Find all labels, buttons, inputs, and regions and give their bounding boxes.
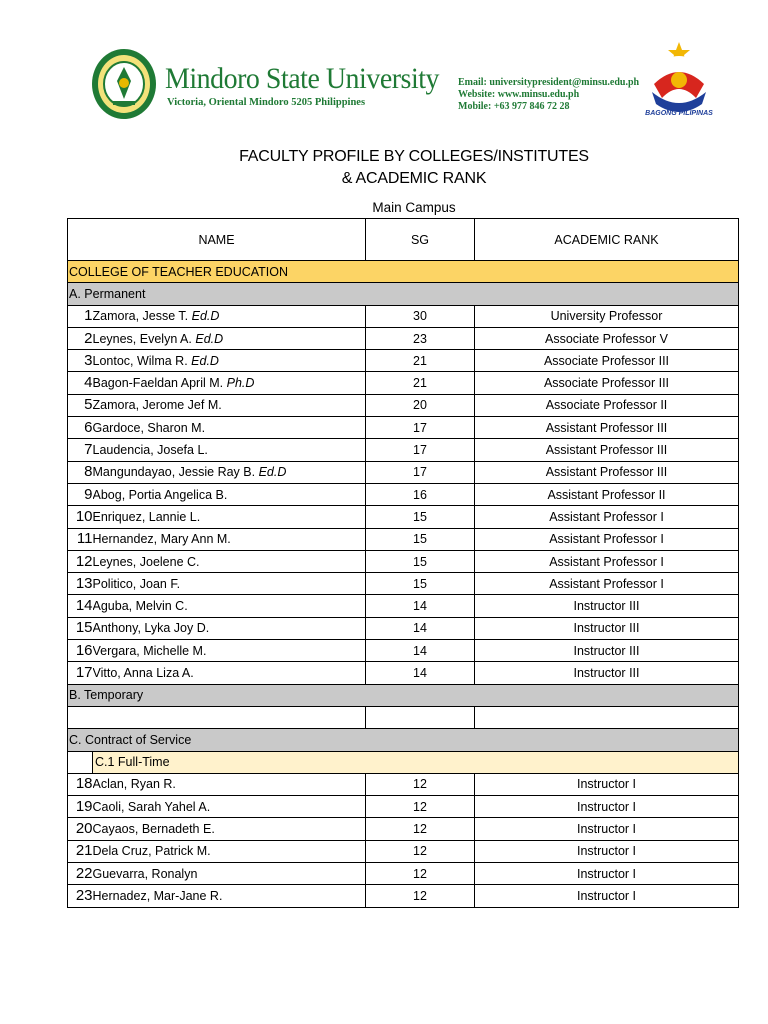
row-number: 21 <box>68 840 93 862</box>
table-row <box>68 394 739 416</box>
faculty-name: Hernandez, Mary Ann M. <box>92 532 231 547</box>
academic-rank: Instructor III <box>475 617 739 639</box>
document-title: FACULTY PROFILE BY COLLEGES/INSTITUTES <box>239 148 589 165</box>
section-row-temporary <box>68 684 739 706</box>
table-row <box>68 885 739 907</box>
table-row <box>68 461 739 483</box>
salary-grade: 15 <box>366 573 475 595</box>
salary-grade: 17 <box>366 461 475 483</box>
table-row <box>68 372 739 394</box>
faculty-name-cell <box>93 483 366 505</box>
faculty-name-cell <box>93 417 366 439</box>
salary-grade: 12 <box>366 796 475 818</box>
faculty-name: Anthony, Lyka Joy D. <box>92 621 210 636</box>
faculty-name: Zamora, Jesse T. <box>92 309 189 324</box>
academic-rank: Instructor I <box>475 885 739 907</box>
college-name: COLLEGE OF TEACHER EDUCATION <box>68 261 739 283</box>
section-label-temporary: B. Temporary <box>68 684 739 706</box>
faculty-degree: Ed.D <box>195 331 224 346</box>
faculty-name: Abog, Portia Angelica B. <box>92 487 228 502</box>
section-row-contract <box>68 729 739 751</box>
faculty-name-cell <box>93 350 366 372</box>
academic-rank: Associate Professor III <box>475 372 739 394</box>
academic-rank: Instructor I <box>475 818 739 840</box>
section-label-permanent: A. Permanent <box>68 283 739 305</box>
salary-grade: 16 <box>366 483 475 505</box>
faculty-name-cell <box>93 773 366 795</box>
faculty-name: Bagon-Faeldan April M. <box>92 376 224 391</box>
salary-grade: 14 <box>366 595 475 617</box>
faculty-name-cell <box>93 617 366 639</box>
academic-rank: Instructor III <box>475 595 739 617</box>
salary-grade: 17 <box>366 417 475 439</box>
row-number: 19 <box>68 796 93 818</box>
salary-grade: 14 <box>366 640 475 662</box>
faculty-name-cell <box>93 506 366 528</box>
row-number: 6 <box>68 417 93 439</box>
faculty-name: Lontoc, Wilma R. <box>92 353 188 368</box>
table-row <box>68 573 739 595</box>
salary-grade: 17 <box>366 439 475 461</box>
academic-rank: Instructor I <box>475 863 739 885</box>
table-row <box>68 863 739 885</box>
faculty-name-cell <box>93 439 366 461</box>
table-row <box>68 617 739 639</box>
faculty-name: Enriquez, Lannie L. <box>92 509 201 524</box>
row-number: 17 <box>68 662 93 684</box>
row-number: 2 <box>68 327 93 349</box>
table-row <box>68 796 739 818</box>
faculty-name: Mangundayao, Jessie Ray B. <box>92 465 256 480</box>
faculty-name: Caoli, Sarah Yahel A. <box>92 799 211 814</box>
salary-grade: 12 <box>366 840 475 862</box>
row-number: 3 <box>68 350 93 372</box>
faculty-name-cell <box>93 640 366 662</box>
row-number: 10 <box>68 506 93 528</box>
document-subtitle: & ACADEMIC RANK <box>341 170 487 187</box>
bagong-pilipinas-label: BAGONG PILIPINAS <box>645 110 713 117</box>
faculty-name-cell <box>93 818 366 840</box>
salary-grade: 30 <box>366 305 475 327</box>
faculty-name: Gardoce, Sharon M. <box>92 420 206 435</box>
academic-rank: Assistant Professor I <box>475 573 739 595</box>
salary-grade: 15 <box>366 550 475 572</box>
academic-rank: Instructor III <box>475 640 739 662</box>
academic-rank: University Professor <box>475 305 739 327</box>
salary-grade: 12 <box>366 773 475 795</box>
column-header-rank: ACADEMIC RANK <box>475 219 739 261</box>
salary-grade: 21 <box>366 372 475 394</box>
faculty-name: Vergara, Michelle M. <box>92 643 207 658</box>
academic-rank: Assistant Professor III <box>475 417 739 439</box>
salary-grade: 14 <box>366 662 475 684</box>
academic-rank: Associate Professor V <box>475 327 739 349</box>
row-number: 20 <box>68 818 93 840</box>
row-number: 18 <box>68 773 93 795</box>
table-header-row <box>68 219 739 261</box>
academic-rank: Assistant Professor II <box>475 483 739 505</box>
table-row <box>68 327 739 349</box>
row-number: 15 <box>68 617 93 639</box>
subsection-row-fulltime <box>68 751 739 773</box>
salary-grade: 12 <box>366 863 475 885</box>
row-number: 14 <box>68 595 93 617</box>
university-name: Mindoro State University <box>165 62 440 95</box>
faculty-name-cell <box>93 573 366 595</box>
salary-grade: 21 <box>366 350 475 372</box>
faculty-name: Hernadez, Mar-Jane R. <box>92 888 223 903</box>
faculty-name: Aguba, Melvin C. <box>92 599 188 614</box>
faculty-name-cell <box>93 305 366 327</box>
row-number: 11 <box>68 528 93 550</box>
academic-rank: Instructor III <box>475 662 739 684</box>
faculty-name-cell <box>93 372 366 394</box>
column-header-sg: SG <box>366 219 475 261</box>
faculty-name-cell <box>93 528 366 550</box>
table-row <box>68 350 739 372</box>
table-row <box>68 818 739 840</box>
academic-rank: Assistant Professor I <box>475 528 739 550</box>
row-number: 1 <box>68 305 93 327</box>
faculty-name: Vitto, Anna Liza A. <box>92 665 194 680</box>
faculty-name-cell <box>93 394 366 416</box>
salary-grade: 15 <box>366 506 475 528</box>
faculty-name-cell <box>93 840 366 862</box>
column-header-name: NAME <box>68 219 366 261</box>
academic-rank: Instructor I <box>475 796 739 818</box>
salary-grade: 12 <box>366 885 475 907</box>
table-row <box>68 662 739 684</box>
row-number: 23 <box>68 885 93 907</box>
table-row <box>68 439 739 461</box>
faculty-name: Leynes, Evelyn A. <box>92 331 192 346</box>
academic-rank: Assistant Professor III <box>475 439 739 461</box>
table-row <box>68 506 739 528</box>
table-row <box>68 417 739 439</box>
table-row <box>68 550 739 572</box>
table-row <box>68 483 739 505</box>
faculty-name-cell <box>93 662 366 684</box>
section-label-contract: C. Contract of Service <box>68 729 739 751</box>
college-row <box>68 261 739 283</box>
contact-mobile: Mobile: +63 977 846 72 28 <box>458 101 570 112</box>
university-seal-icon <box>91 47 157 121</box>
faculty-name: Cayaos, Bernadeth E. <box>92 822 215 837</box>
row-number: 16 <box>68 640 93 662</box>
faculty-name-cell <box>93 595 366 617</box>
faculty-name-cell <box>93 327 366 349</box>
salary-grade: 12 <box>366 818 475 840</box>
empty-row <box>68 706 739 728</box>
row-number: 8 <box>68 461 93 483</box>
academic-rank: Associate Professor III <box>475 350 739 372</box>
contact-block <box>458 77 639 113</box>
faculty-name: Aclan, Ryan R. <box>92 777 176 792</box>
row-number: 7 <box>68 439 93 461</box>
letterhead <box>0 0 768 140</box>
faculty-name: Dela Cruz, Patrick M. <box>92 844 211 859</box>
academic-rank: Instructor I <box>475 773 739 795</box>
academic-rank: Assistant Professor I <box>475 550 739 572</box>
faculty-degree: Ed.D <box>191 353 219 368</box>
table-row <box>68 773 739 795</box>
subsection-label-fulltime: C.1 Full-Time <box>93 751 739 773</box>
campus-label: Main Campus <box>372 200 456 215</box>
academic-rank: Associate Professor II <box>475 394 739 416</box>
contact-email: Email: universitypresident@minsu.edu.ph <box>458 77 640 88</box>
academic-rank: Assistant Professor III <box>475 461 739 483</box>
academic-rank: Assistant Professor I <box>475 506 739 528</box>
faculty-name-cell <box>93 550 366 572</box>
salary-grade: 14 <box>366 617 475 639</box>
faculty-name-cell <box>93 863 366 885</box>
row-number: 12 <box>68 550 93 572</box>
university-address: Victoria, Oriental Mindoro 5205 Philippines <box>167 97 366 108</box>
row-number: 5 <box>68 394 93 416</box>
faculty-degree: Ed.D <box>258 465 287 480</box>
faculty-name: Zamora, Jerome Jef M. <box>92 398 222 413</box>
row-number: 13 <box>68 573 93 595</box>
faculty-degree: Ph.D <box>226 376 255 391</box>
row-number: 4 <box>68 372 93 394</box>
table-row <box>68 840 739 862</box>
faculty-name: Politico, Joan F. <box>92 576 181 591</box>
salary-grade: 20 <box>366 394 475 416</box>
faculty-name-cell <box>93 885 366 907</box>
table-row <box>68 640 739 662</box>
contact-website: Website: www.minsu.edu.ph <box>458 89 580 100</box>
section-row-permanent <box>68 283 739 305</box>
salary-grade: 23 <box>366 327 475 349</box>
table-row <box>68 305 739 327</box>
row-number: 9 <box>68 483 93 505</box>
salary-grade: 15 <box>366 528 475 550</box>
faculty-table <box>67 218 739 908</box>
faculty-degree: Ed.D <box>191 309 220 324</box>
table-row <box>68 595 739 617</box>
faculty-name: Laudencia, Josefa L. <box>92 443 208 458</box>
faculty-name: Guevarra, Ronalyn <box>92 866 198 881</box>
faculty-name: Leynes, Joelene C. <box>92 554 200 569</box>
row-number: 22 <box>68 863 93 885</box>
faculty-name-cell <box>93 796 366 818</box>
academic-rank: Instructor I <box>475 840 739 862</box>
faculty-name-cell <box>93 461 366 483</box>
table-row <box>68 528 739 550</box>
